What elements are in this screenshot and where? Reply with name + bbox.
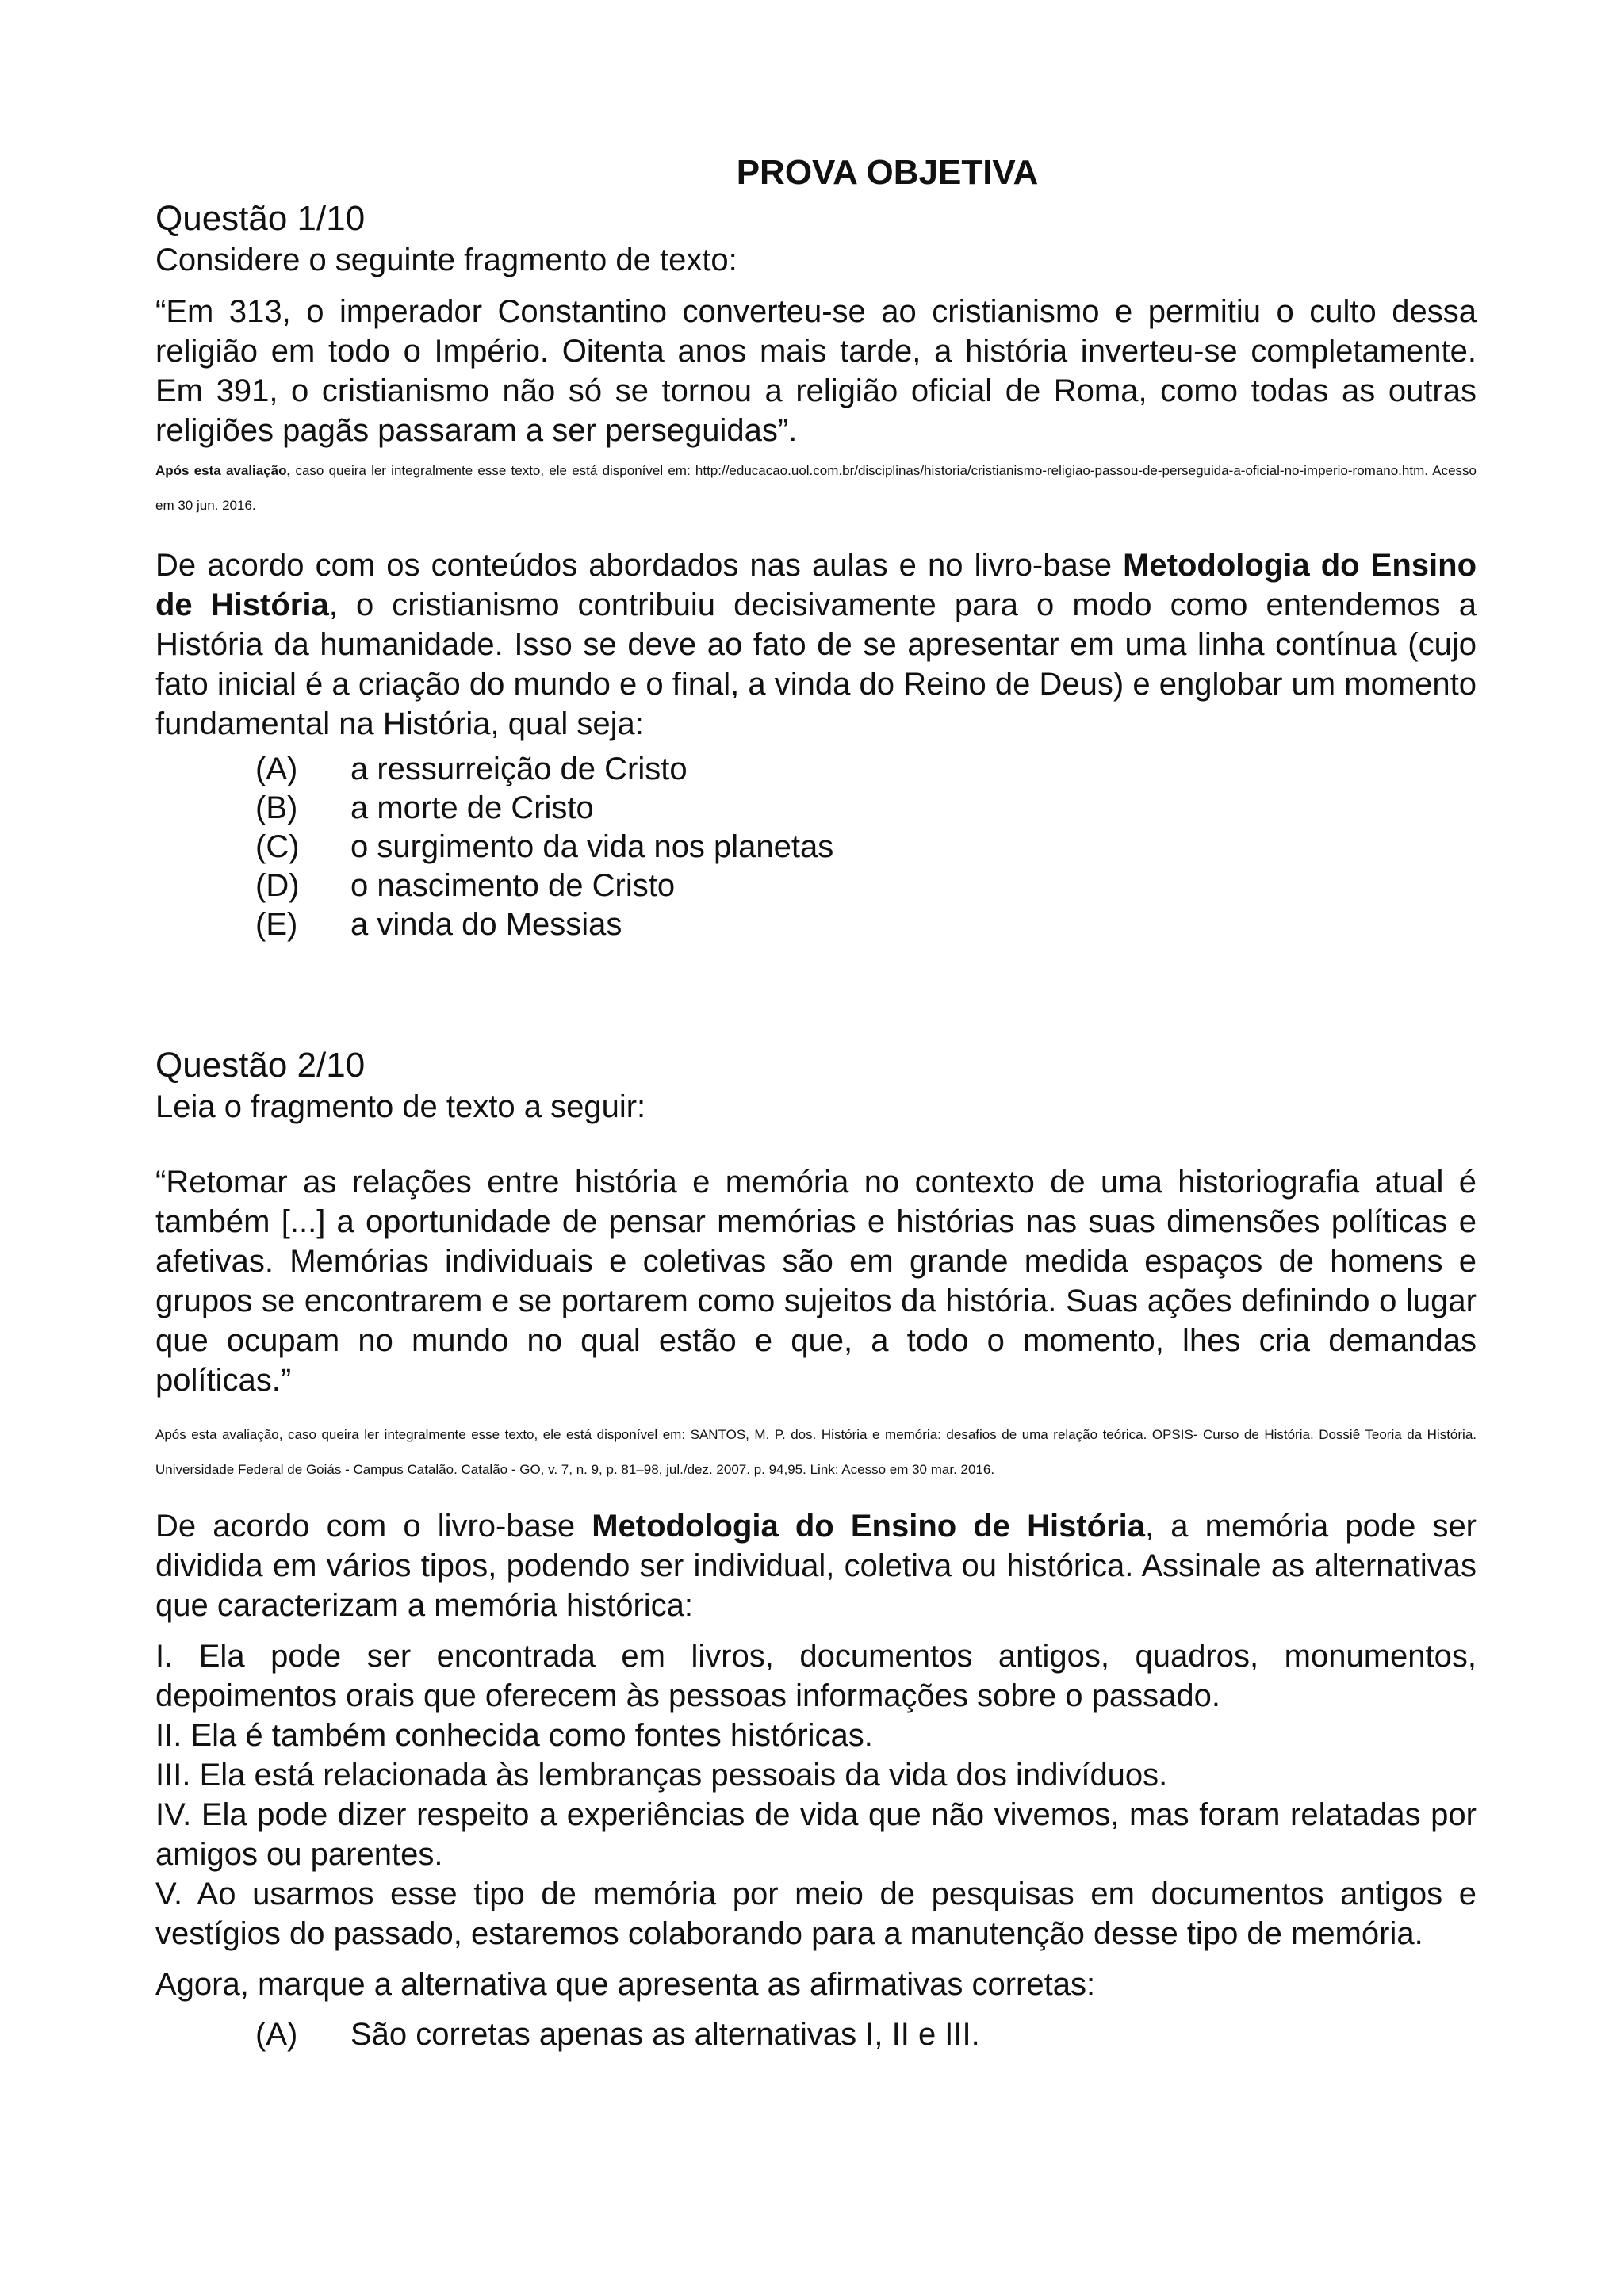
option-letter: (E) <box>255 907 298 942</box>
statement-item: V. Ao usarmos esse tipo de memória por meio de pesquisas em documentos antigos e vestígios do passado, estaremos colaborando para a manutenção desse tipo de memória. <box>155 1877 1477 1951</box>
question-2-intro: Leia o fragmento de texto a seguir: <box>155 1089 646 1124</box>
option-item[interactable] <box>255 828 1477 867</box>
option-item[interactable] <box>255 789 1477 828</box>
option-letter: (D) <box>255 868 300 903</box>
question-1-source-lead: Após esta avaliação, <box>155 463 291 478</box>
statement-list <box>155 1636 1477 1954</box>
statement-item: III. Ela está relacionada às lembranças pessoais da vida dos indivíduos. <box>155 1758 1168 1793</box>
question-2-book-title: Metodologia do Ensino de História <box>592 1509 1146 1544</box>
statement-item: IV. Ela pode dizer respeito a experiências de vida que não vivemos, mas foram relatadas por amigos ou parentes. <box>155 1797 1477 1872</box>
question-2-prompt-post: , a memória pode ser dividida em vários tipos, podendo ser individual, coletiva ou histórica. Assinale as alternativas que caracterizam a memória histórica: <box>155 1509 1477 1623</box>
option-item[interactable] <box>255 905 1477 944</box>
option-item[interactable] <box>255 750 1477 789</box>
question-1-source <box>155 453 1477 523</box>
question-1-options <box>155 750 1477 944</box>
option-text: a morte de Cristo <box>350 790 594 825</box>
question-2-source: Após esta avaliação, caso queira ler integralmente esse texto, ele está disponível em: SANTOS, M. P. dos. História e memória: desafios de uma relação teórica. OPSIS- Curso de História. Dossiê Teoria da História. Universidade Federal de Goiás - Campus Catalão. Catalão - GO, v. 7, n. 9, p. 81–98, jul./dez. 2007. p. 94,95. Link: Acesso em 30 mar. 2016. <box>155 1427 1477 1477</box>
question-2-prompt <box>155 1506 1477 1625</box>
option-letter: (C) <box>255 829 300 864</box>
option-text: o nascimento de Cristo <box>350 868 676 903</box>
question-2 <box>155 1045 1477 2054</box>
option-text: o surgimento da vida nos planetas <box>350 829 834 864</box>
question-1 <box>155 198 1477 944</box>
option-text: São corretas apenas as alternativas I, II e III. <box>350 2017 980 2052</box>
option-letter: (A) <box>255 2017 298 2052</box>
question-2-options <box>155 2015 1477 2054</box>
question-2-closing: Agora, marque a alternativa que apresenta as afirmativas corretas: <box>155 1967 1096 2002</box>
question-1-prompt <box>155 545 1477 744</box>
question-2-heading: Questão 2/10 <box>155 1046 366 1085</box>
option-letter: (A) <box>255 752 298 786</box>
page-title: PROVA OBJETIVA <box>736 153 1039 192</box>
question-2-prompt-pre: De acordo com o livro-base <box>155 1509 592 1544</box>
question-1-quote: “Em 313, o imperador Constantino converteu-se ao cristianismo e permitiu o culto dessa religião em todo o Império. Oitenta anos mais tarde, a história inverteu-se completamente. Em 391, o cristianismo não só se tornou a religião oficial de Roma, como todas as outras religiões pagãs passaram a ser perseguidas”. <box>155 294 1477 448</box>
question-2-quote: “Retomar as relações entre história e memória no contexto de uma historiografia atual é também [...] a oportunidade de pensar memórias e histórias nas suas dimensões políticas e afetivas. Memórias individuais e coletivas são em grande medida espaços de homens e grupos se encontrarem e se portarem como sujeitos da história. Suas ações definindo o lugar que ocupam no mundo no qual estão e que, a todo o momento, lhes cria demandas políticas.” <box>155 1165 1477 1398</box>
statement-item: II. Ela é também conhecida como fontes históricas. <box>155 1718 873 1753</box>
document-page <box>155 151 1477 2052</box>
question-1-heading: Questão 1/10 <box>155 199 366 238</box>
statement-item: I. Ela pode ser encontrada em livros, documentos antigos, quadros, monumentos, depoimentos orais que oferecem às pessoas informações sobre o passado. <box>155 1639 1477 1713</box>
question-1-prompt-pre: De acordo com os conteúdos abordados nas aulas e no livro-base <box>155 548 1124 583</box>
option-item[interactable] <box>255 2015 1477 2054</box>
option-text: a ressurreição de Cristo <box>350 752 688 786</box>
question-1-intro: Considere o seguinte fragmento de texto: <box>155 243 737 277</box>
option-text: a vinda do Messias <box>350 907 622 942</box>
option-letter: (B) <box>255 790 298 825</box>
question-1-source-text: caso queira ler integralmente esse texto, ele está disponível em: http://educacao.uol.com.br/disciplinas/historia/cristianismo-religiao-passou-de-perseguida-a-oficial-no-imperio-romano.htm. Acesso em 30 jun. 2016. <box>155 463 1477 513</box>
question-1-book-title: Metodologia do Ensino de História <box>155 548 1477 622</box>
option-item[interactable] <box>255 867 1477 905</box>
question-1-prompt-post: , o cristianismo contribuiu decisivamente para o modo como entendemos a História da humanidade. Isso se deve ao fato de se apresentar em uma linha contínua (cujo fato inicial é a criação do mundo e o final, a vinda do Reino de Deus) e englobar um momento fundamental na História, qual seja: <box>155 587 1477 741</box>
